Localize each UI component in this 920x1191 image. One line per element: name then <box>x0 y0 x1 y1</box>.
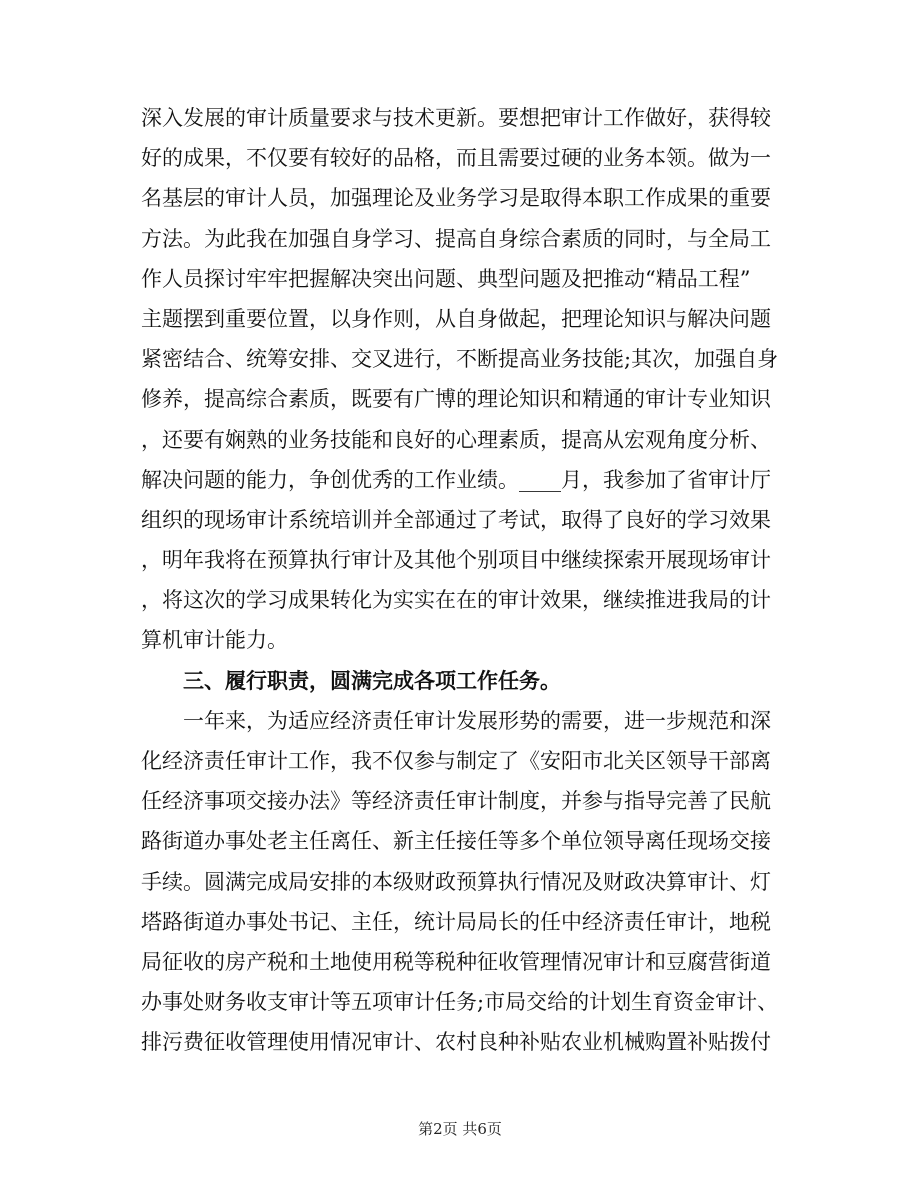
body-text <box>141 98 781 1063</box>
page-footer <box>0 1118 920 1139</box>
text-line: 作人员探讨牢牢把握解决突出问题、典型问题及把推动“精品工程” <box>141 266 751 291</box>
text-line: 手续。圆满完成局安排的本级财政预算执行情况及财政决算审计、灯 <box>141 869 771 894</box>
text-line: 主题摆到重要位置，以身作则，从自身做起，把理论知识与解决问题 <box>141 306 771 331</box>
page-indicator: 第2页 共6页 <box>418 1120 502 1138</box>
text-line: 修养，提高综合素质，既要有广博的理论知识和精通的审计专业知识 <box>141 387 771 412</box>
text-line: ，将这次的学习成果转化为实实在在的审计效果，继续推进我局的计 <box>141 588 771 613</box>
text-line: 方法。为此我在加强自身学习、提高自身综合素质的同时，与全局工 <box>141 226 771 251</box>
text-line: 任经济事项交接办法》等经济责任审计制度，并参与指导完善了民航 <box>141 789 771 814</box>
text-line: 塔路街道办事处书记、主任，统计局局长的任中经济责任审计，地税 <box>141 909 771 934</box>
text-line: 名基层的审计人员，加强理论及业务学习是取得本职工作成果的重要 <box>141 186 771 211</box>
text-line: 路街道办事处老主任离任、新主任接任等多个单位领导离任现场交接 <box>141 829 771 854</box>
text-line: 办事处财务收支审计等五项审计任务;市局交给的计划生育资金审计、 <box>141 990 779 1015</box>
text-line: 局征收的房产税和土地使用税等税种征收管理情况审计和豆腐营街道 <box>141 949 771 974</box>
text-line: 解决问题的能力，争创优秀的工作业绩。____月，我参加了省审计厅 <box>141 467 771 492</box>
text-line: 深入发展的审计质量要求与技术更新。要想把审计工作做好，获得较 <box>141 106 771 130</box>
text-line: 排污费征收管理使用情况审计、农村良种补贴农业机械购置补贴拨付 <box>141 1030 771 1055</box>
text-line: 算机审计能力。 <box>141 628 288 653</box>
text-line: ，明年我将在预算执行审计及其他个别项目中继续探索开展现场审计 <box>141 548 771 573</box>
text-line: 化经济责任审计工作，我不仅参与制定了《安阳市北关区领导干部离 <box>141 749 771 773</box>
section-heading: 三、履行职责，圆满完成各项工作任务。 <box>141 667 561 693</box>
text-line: 紧密结合、统筹安排、交叉进行，不断提高业务技能;其次，加强自身 <box>141 347 779 372</box>
text-line: 组织的现场审计系统培训并全部通过了考试，取得了良好的学习效果 <box>141 507 771 532</box>
text-line: 好的成果，不仅要有较好的品格，而且需要过硬的业务本领。做为一 <box>141 146 771 171</box>
text-line: ，还要有娴熟的业务技能和良好的心理素质，提高从宏观角度分析、 <box>141 427 771 452</box>
text-line: 一年来，为适应经济责任审计发展形势的需要，进一步规范和深 <box>141 708 771 733</box>
